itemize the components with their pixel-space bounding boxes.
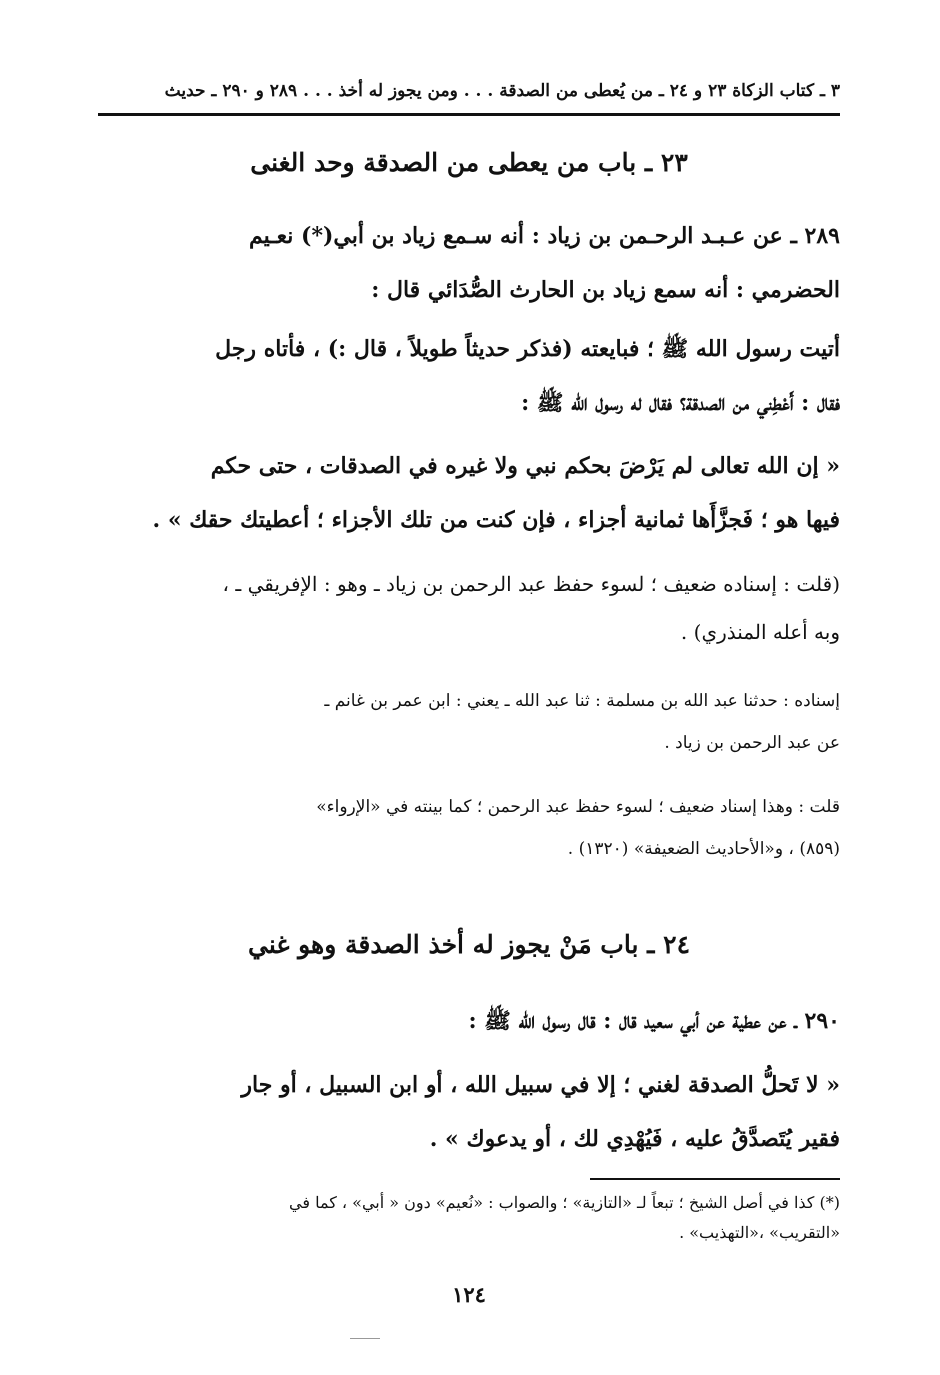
hadith-290-intro-line: ٢٩٠ ـ عن عطية عن أبي سعيد قال : قال رسول الله ﷺ : [468, 1008, 840, 1034]
hadith-290-intro [98, 994, 840, 1048]
hadith-290-text-line: « لا تَحلُّ الصدقة لغني ؛ إلا في سبيل الله ، أو ابن السبيل ، أو جار [241, 1072, 840, 1098]
footnote-line: (*) كذا في أصل الشيخ ؛ تبعاً لـ «التازية» ؛ والصواب : «نُعيم» دون « أبي» ، كما في [289, 1193, 840, 1212]
page-number: ١٢٤ [452, 1282, 486, 1307]
hadith-289-comment-line: وبه أعله المنذري) . [680, 620, 840, 644]
hadith-289-text-line: « إن الله تعالى لم يَرْضَ بحكم نبي ولا غيره في الصدقات ، حتى حكم [210, 453, 840, 479]
hadith-289-isnad-line: إسناده : حدثنا عبد الله بن مسلمة : ثنا عبد الله ـ يعني : ابن عمر بن غانم ـ [324, 691, 840, 711]
hadith-289-comment-line: (قلت : إسناده ضعيف ؛ لسوء حفظ عبد الرحمن بن زياد ـ وهو : الإفريقي ـ ، [222, 572, 840, 596]
running-header: ٣ ـ كتاب الزكاة ٢٣ و ٢٤ ـ من يُعطى من الصدقة . . . ومن يجوز له أخذ . . . ٢٨٩ و ٢٩٠ ـ حديث [164, 81, 840, 101]
hadith-289-intro-line: ٢٨٩ ـ عن عـبـد الرحـمن بن زياد : أنه سـمع زياد بن أبي(*) نعـيم [248, 223, 840, 249]
footnote-line: «التقريب» ،«التهذيب» . [679, 1223, 840, 1242]
hadith-289-intro-line: الحضرمي : أنه سمع زياد بن الحارث الصُّدَائي قال : [371, 277, 840, 303]
hadith-290-text [98, 1058, 840, 1166]
hadith-289-note [98, 786, 840, 870]
chapter-23-title: ٢٣ ـ باب من يعطى من الصدقة وحد الغنى [250, 148, 688, 177]
footnote-rule [590, 1178, 840, 1180]
footnote [98, 1188, 840, 1248]
hadith-289-narrative [98, 322, 840, 430]
hadith-289-note-line: قلت : وهذا إسناد ضعيف ؛ لسوء حفظ عبد الرحمن ؛ كما بينته في «الإرواء» [316, 797, 840, 817]
hadith-289-text-line: فيها هو ؛ فَجزَّأَها ثمانية أجزاء ، فإن كنت من تلك الأجزاء ؛ أعطيتك حقك » . [152, 507, 840, 533]
hadith-289-narrative-line: أتيت رسول الله ﷺ ؛ فبايعته (فذكر حديثاً طويلاً ، قال :) ، فأتاه رجل [215, 336, 840, 362]
hadith-289-text [98, 439, 840, 547]
hadith-289-comment [98, 560, 840, 656]
chapter-24-title: ٢٤ ـ باب مَنْ يجوز له أخذ الصدقة وهو غني [247, 930, 691, 959]
hadith-290-text-line: فقير يُتَصدَّقُ عليه ، فَيُهْدِي لك ، أو يدعوك » . [429, 1126, 840, 1152]
hadith-289-isnad [98, 680, 840, 764]
hadith-289-intro [98, 209, 840, 317]
header-rule [98, 113, 840, 116]
hadith-289-isnad-line: عن عبد الرحمن بن زياد . [664, 733, 840, 753]
hadith-289-narrative-line: فقال : أَعْطِني من الصدقة؟ فقال له رسول الله ﷺ : [521, 390, 840, 416]
bottom-mark [350, 1338, 380, 1339]
hadith-289-note-line: (٨٥٩) ، و«الأحاديث الضعيفة» (١٣٢٠) . [567, 839, 840, 859]
